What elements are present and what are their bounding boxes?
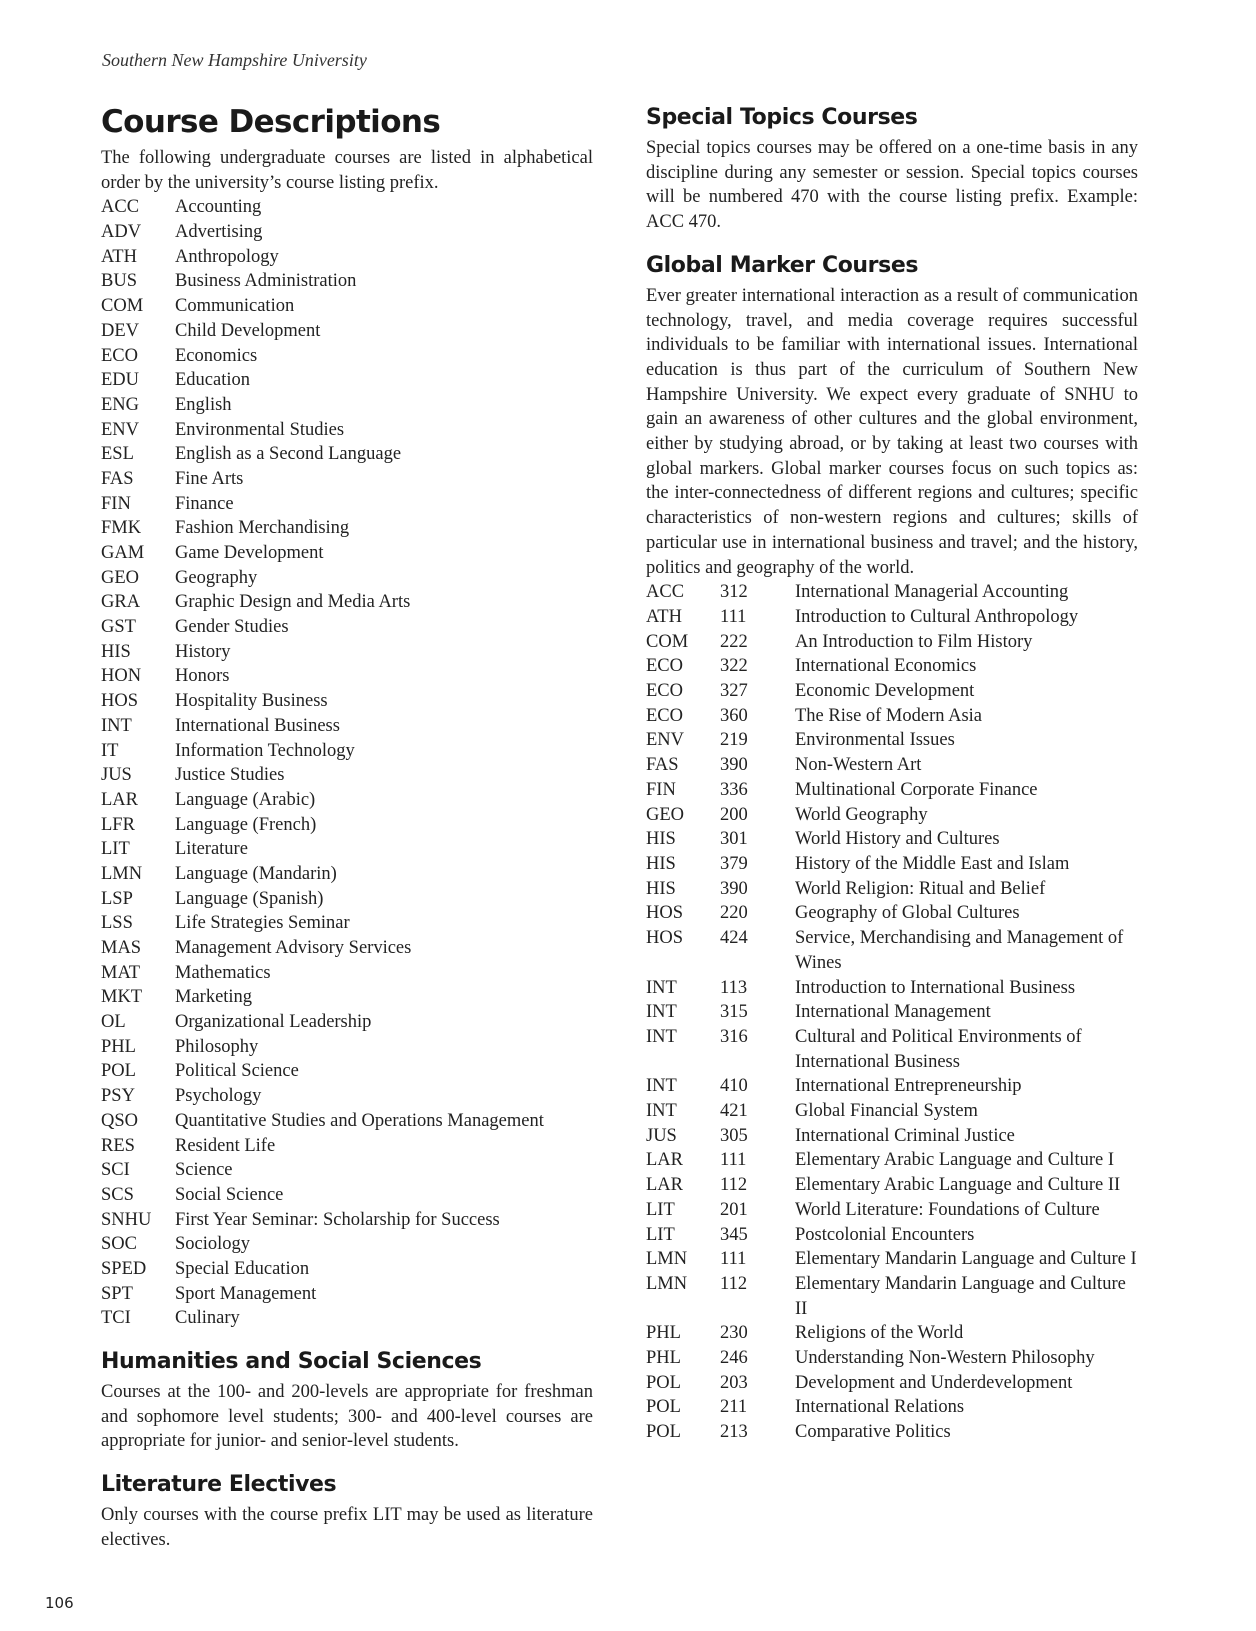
global-course-row [646, 1346, 1138, 1371]
prefix-name: Science [175, 1160, 233, 1181]
course-title: Postcolonial Encounters [795, 1224, 975, 1245]
prefix-name: Organizational Leadership [175, 1012, 372, 1033]
course-prefix: PHL [646, 1348, 681, 1369]
prefix-name: Gender Studies [175, 617, 289, 638]
course-number: 111 [720, 606, 747, 627]
course-prefix: POL [646, 1397, 681, 1418]
course-title: Introduction to International Business [795, 977, 1076, 998]
course-number: 345 [720, 1224, 748, 1245]
prefix-code: ATH [101, 246, 137, 267]
global-course-row [646, 778, 1138, 803]
prefix-code: ADV [101, 222, 142, 243]
global-course-row [646, 1124, 1138, 1149]
prefix-code: FAS [101, 468, 134, 489]
prefix-code: LFR [101, 814, 135, 835]
prefix-row [101, 985, 593, 1010]
global-course-row [646, 1148, 1138, 1173]
global-course-row [646, 753, 1138, 778]
prefix-code: IT [101, 740, 119, 761]
global-course-row [646, 1099, 1138, 1124]
course-title: Elementary Mandarin Language and Culture I [795, 1249, 1137, 1270]
global-course-row [646, 704, 1138, 729]
prefix-name: Game Development [175, 543, 324, 564]
page-title: Course Descriptions [101, 104, 441, 140]
prefix-code: PHL [101, 1036, 136, 1057]
prefix-name: Accounting [175, 197, 262, 218]
prefix-row [101, 1183, 593, 1208]
course-prefix: HIS [646, 878, 676, 899]
prefix-name: Resident Life [175, 1135, 276, 1156]
special-topics-heading: Special Topics Courses [646, 105, 918, 130]
global-course-row [646, 728, 1138, 753]
course-number: 301 [720, 829, 748, 850]
course-prefix: HOS [646, 928, 684, 949]
prefix-code: LIT [101, 839, 130, 860]
prefix-name: Child Development [175, 320, 321, 341]
global-course-row [646, 1025, 1138, 1074]
course-prefix: LIT [646, 1224, 675, 1245]
course-prefix: HIS [646, 853, 676, 874]
prefix-name: Political Science [175, 1061, 299, 1082]
course-title: International Entrepreneurship [795, 1076, 1022, 1097]
course-number: 305 [720, 1125, 748, 1146]
course-number: 315 [720, 1002, 748, 1023]
course-number: 336 [720, 779, 748, 800]
prefix-row [101, 516, 593, 541]
prefix-name: History [175, 641, 231, 662]
prefix-code: GRA [101, 592, 141, 613]
prefix-name: Management Advisory Services [175, 938, 412, 959]
course-title: Geography of Global Cultures [795, 903, 1020, 924]
prefix-row [101, 294, 593, 319]
prefix-name: Business Administration [175, 271, 357, 292]
course-title: Understanding Non-Western Philosophy [795, 1348, 1095, 1369]
course-title: The Rise of Modern Asia [795, 705, 983, 726]
course-title: World History and Cultures [795, 829, 1000, 850]
prefix-code: ESL [101, 444, 134, 465]
prefix-name: Philosophy [175, 1036, 259, 1057]
prefix-row [101, 467, 593, 492]
prefix-row [101, 368, 593, 393]
course-number: 211 [720, 1397, 748, 1418]
prefix-code: PSY [101, 1086, 135, 1107]
course-prefix: ECO [646, 705, 683, 726]
prefix-code: LSS [101, 913, 133, 934]
prefix-name: Psychology [175, 1086, 262, 1107]
prefix-code: MKT [101, 987, 143, 1008]
prefix-row [101, 344, 593, 369]
course-number: 220 [720, 903, 748, 924]
humanities-heading: Humanities and Social Sciences [101, 1349, 482, 1375]
prefix-row [101, 887, 593, 912]
literature-paragraph: Only courses with the course prefix LIT may be used as literature electives. [101, 1505, 593, 1550]
course-title: Cultural and Political Environments of International Business [795, 1026, 1082, 1072]
prefix-name: Language (Arabic) [175, 789, 316, 810]
prefix-name: English [175, 394, 232, 415]
prefix-row [101, 418, 593, 443]
prefix-name: Fashion Merchandising [175, 518, 350, 539]
course-prefix: FAS [646, 755, 679, 776]
prefix-row [101, 1232, 593, 1257]
intro-paragraph: The following undergraduate courses are listed in alphabetical order by the university’s course listing prefix. [101, 148, 593, 193]
global-course-row [646, 654, 1138, 679]
course-prefix: INT [646, 1101, 677, 1122]
course-prefix: JUS [646, 1125, 677, 1146]
course-title: Elementary Arabic Language and Culture II [795, 1175, 1121, 1196]
course-prefix: HIS [646, 829, 676, 850]
prefix-code: HOS [101, 691, 139, 712]
prefix-code: FIN [101, 493, 131, 514]
course-title: International Criminal Justice [795, 1125, 1015, 1146]
prefix-code: LSP [101, 888, 133, 909]
course-prefix: INT [646, 977, 677, 998]
prefix-code: HON [101, 666, 142, 687]
prefix-name: English as a Second Language [175, 444, 402, 465]
prefix-code: EDU [101, 370, 140, 391]
course-prefix: FIN [646, 779, 676, 800]
prefix-code: JUS [101, 765, 132, 786]
global-course-row [646, 803, 1138, 828]
prefix-row [101, 615, 593, 640]
special-topics-paragraph: Special topics courses may be offered on a one-time basis in any discipline during any semester or session. Special topics courses will be numbered 470 with the course listing prefix. Example: ACC 470. [646, 138, 1138, 233]
course-prefix: ECO [646, 681, 683, 702]
course-title: Non-Western Art [795, 755, 922, 776]
prefix-row [101, 541, 593, 566]
global-course-row [646, 1223, 1138, 1248]
global-course-row [646, 605, 1138, 630]
prefix-code: ACC [101, 197, 140, 218]
course-number: 112 [720, 1175, 748, 1196]
course-title: Global Financial System [795, 1101, 978, 1122]
global-course-row [646, 1420, 1138, 1445]
prefix-name: Special Education [175, 1258, 310, 1279]
global-course-row [646, 1247, 1138, 1272]
course-title: International Managerial Accounting [795, 582, 1069, 603]
course-prefix: HOS [646, 903, 684, 924]
global-course-row [646, 1321, 1138, 1346]
course-title: World Literature: Foundations of Culture [795, 1199, 1100, 1220]
global-marker-paragraph: Ever greater international interaction as a result of communication technology, travel, and media coverage requires successful individuals to be familiar with international issues. International education is thus part of the curriculum of Southern New Hampshire University. We expect every graduate of SNHU to gain an awareness of other cultures and the global environment, either by studying abroad, or by taking at least two courses with global markers. Global marker courses focus on such topics as: the inter-connectedness of different regions and cultures; specific characteristics of non-western regions and cultures; skills of particular use in international business and travel; and the history, politics and geography of the world. [646, 285, 1138, 578]
course-prefix: ECO [646, 656, 683, 677]
course-number: 424 [720, 928, 748, 949]
prefix-code: OL [101, 1012, 126, 1033]
global-course-row [646, 679, 1138, 704]
course-prefix: LMN [646, 1249, 688, 1270]
prefix-code: MAT [101, 962, 141, 983]
prefix-row [101, 961, 593, 986]
literature-heading: Literature Electives [101, 1472, 337, 1498]
prefix-name: Economics [175, 345, 258, 366]
right-column [646, 104, 1138, 1445]
prefix-code: SOC [101, 1234, 137, 1255]
prefix-row [101, 689, 593, 714]
course-title: Environmental Issues [795, 730, 955, 751]
prefix-name: Anthropology [175, 246, 279, 267]
course-title: Development and Underdevelopment [795, 1372, 1073, 1393]
global-course-row [646, 1198, 1138, 1223]
prefix-row [101, 911, 593, 936]
prefix-name: Geography [175, 567, 258, 588]
course-title: World Religion: Ritual and Belief [795, 878, 1046, 899]
global-course-row [646, 1000, 1138, 1025]
global-course-row [646, 926, 1138, 975]
prefix-row [101, 590, 593, 615]
course-number: 246 [720, 1348, 748, 1369]
prefix-name: Education [175, 370, 251, 391]
course-prefix: LAR [646, 1175, 683, 1196]
global-course-row [646, 976, 1138, 1001]
course-title: History of the Middle East and Islam [795, 853, 1070, 874]
prefix-code: ECO [101, 345, 138, 366]
prefix-row [101, 566, 593, 591]
course-prefix: INT [646, 1076, 677, 1097]
course-number: 213 [720, 1422, 748, 1443]
prefix-row [101, 1282, 593, 1307]
prefix-name: Literature [175, 839, 248, 860]
prefix-name: Language (French) [175, 814, 317, 835]
course-number: 201 [720, 1199, 748, 1220]
prefix-name: Environmental Studies [175, 419, 345, 440]
prefix-code: SPT [101, 1283, 133, 1304]
course-prefix: ENV [646, 730, 685, 751]
prefix-row [101, 1059, 593, 1084]
course-title: Economic Development [795, 681, 975, 702]
global-course-row [646, 877, 1138, 902]
prefix-row [101, 1109, 593, 1134]
prefix-row [101, 739, 593, 764]
prefix-name: Justice Studies [175, 765, 285, 786]
course-number: 230 [720, 1323, 748, 1344]
course-prefix: PHL [646, 1323, 681, 1344]
prefix-list [101, 195, 593, 1331]
prefix-row [101, 813, 593, 838]
global-course-row [646, 901, 1138, 926]
prefix-name: Fine Arts [175, 468, 244, 489]
global-marker-heading: Global Marker Courses [646, 252, 919, 278]
prefix-code: TCI [101, 1308, 131, 1329]
course-prefix: GEO [646, 804, 685, 825]
course-number: 112 [720, 1273, 748, 1294]
prefix-row [101, 195, 593, 220]
prefix-name: Language (Spanish) [175, 888, 324, 909]
prefix-code: QSO [101, 1110, 139, 1131]
prefix-row [101, 220, 593, 245]
course-prefix: LMN [646, 1273, 688, 1294]
course-number: 222 [720, 631, 748, 652]
course-number: 113 [720, 977, 748, 998]
prefix-name: Social Science [175, 1184, 284, 1205]
course-prefix: POL [646, 1372, 681, 1393]
prefix-row [101, 640, 593, 665]
prefix-code: SPED [101, 1258, 147, 1279]
course-title: Religions of the World [795, 1323, 964, 1344]
prefix-code: LAR [101, 789, 138, 810]
prefix-name: Marketing [175, 987, 253, 1008]
course-number: 390 [720, 755, 748, 776]
prefix-code: DEV [101, 320, 140, 341]
course-number: 322 [720, 656, 748, 677]
course-number: 421 [720, 1101, 748, 1122]
prefix-name: Sport Management [175, 1283, 317, 1304]
global-course-row [646, 1395, 1138, 1420]
global-course-row [646, 852, 1138, 877]
prefix-name: Communication [175, 296, 295, 317]
prefix-code: COM [101, 296, 144, 317]
global-course-row [646, 1371, 1138, 1396]
prefix-code: SCS [101, 1184, 134, 1205]
prefix-code: GST [101, 617, 136, 638]
course-title: An Introduction to Film History [795, 631, 1033, 652]
course-prefix: POL [646, 1422, 681, 1443]
course-title: International Management [795, 1002, 991, 1023]
prefix-name: Language (Mandarin) [175, 863, 337, 884]
prefix-row [101, 1134, 593, 1159]
prefix-code: SCI [101, 1160, 130, 1181]
course-title: Service, Merchandising and Management of Wines [795, 928, 1124, 973]
prefix-name: Finance [175, 493, 234, 514]
prefix-name: Sociology [175, 1234, 251, 1255]
prefix-row [101, 319, 593, 344]
course-prefix: LAR [646, 1150, 683, 1171]
prefix-row [101, 936, 593, 961]
prefix-row [101, 1010, 593, 1035]
global-course-row [646, 580, 1138, 605]
prefix-row [101, 1084, 593, 1109]
course-title: International Economics [795, 656, 977, 677]
course-number: 390 [720, 878, 748, 899]
prefix-row [101, 763, 593, 788]
prefix-code: GEO [101, 567, 140, 588]
prefix-name: Quantitative Studies and Operations Management [175, 1110, 544, 1131]
prefix-row [101, 837, 593, 862]
global-course-list [646, 580, 1138, 1445]
prefix-row [101, 492, 593, 517]
global-course-row [646, 1074, 1138, 1099]
prefix-name: Hospitality Business [175, 691, 328, 712]
global-course-row [646, 1173, 1138, 1198]
prefix-name: Graphic Design and Media Arts [175, 592, 411, 613]
course-prefix: INT [646, 1026, 677, 1047]
prefix-code: ENG [101, 394, 140, 415]
course-prefix: INT [646, 1002, 677, 1023]
prefix-row [101, 442, 593, 467]
course-number: 219 [720, 730, 748, 751]
prefix-code: RES [101, 1135, 135, 1156]
prefix-name: Life Strategies Seminar [175, 913, 350, 934]
course-number: 200 [720, 804, 748, 825]
prefix-name: Mathematics [175, 962, 271, 983]
course-number: 316 [720, 1026, 748, 1047]
prefix-row [101, 664, 593, 689]
course-prefix: ATH [646, 606, 682, 627]
prefix-code: HIS [101, 641, 131, 662]
course-title: Comparative Politics [795, 1422, 951, 1443]
prefix-row [101, 1158, 593, 1183]
course-number: 203 [720, 1372, 748, 1393]
course-number: 327 [720, 681, 748, 702]
course-title: Multinational Corporate Finance [795, 779, 1038, 800]
course-prefix: LIT [646, 1199, 675, 1220]
course-number: 360 [720, 705, 748, 726]
left-column [101, 104, 593, 1553]
course-number: 111 [720, 1249, 747, 1270]
prefix-code: SNHU [101, 1209, 152, 1230]
prefix-row [101, 393, 593, 418]
global-course-row [646, 827, 1138, 852]
course-prefix: ACC [646, 582, 685, 603]
prefix-code: POL [101, 1061, 136, 1082]
prefix-code: ENV [101, 419, 140, 440]
prefix-row [101, 1208, 593, 1233]
prefix-row [101, 1306, 593, 1331]
prefix-name: Honors [175, 666, 230, 687]
global-course-row [646, 630, 1138, 655]
course-number: 111 [720, 1150, 747, 1171]
prefix-code: FMK [101, 518, 142, 539]
prefix-code: INT [101, 715, 132, 736]
course-title: Elementary Arabic Language and Culture I [795, 1150, 1114, 1171]
course-number: 312 [720, 582, 748, 603]
prefix-name: Advertising [175, 222, 263, 243]
prefix-row [101, 1035, 593, 1060]
prefix-name: Culinary [175, 1308, 240, 1329]
humanities-paragraph: Courses at the 100- and 200-levels are appropriate for freshman and sophomore level students; 300- and 400-level courses are appropriate for junior- and senior-level students. [101, 1382, 593, 1452]
course-title: Introduction to Cultural Anthropology [795, 606, 1079, 627]
prefix-row [101, 714, 593, 739]
prefix-code: GAM [101, 543, 145, 564]
course-number: 379 [720, 853, 748, 874]
prefix-name: First Year Seminar: Scholarship for Success [175, 1209, 500, 1230]
prefix-row [101, 269, 593, 294]
course-title: World Geography [795, 804, 928, 825]
prefix-row [101, 862, 593, 887]
course-title: Elementary Mandarin Language and Culture II [795, 1273, 1126, 1319]
prefix-row [101, 1257, 593, 1282]
prefix-code: BUS [101, 271, 137, 292]
prefix-name: Information Technology [175, 740, 355, 761]
running-head: Southern New Hampshire University [102, 50, 367, 70]
course-number: 410 [720, 1076, 748, 1097]
course-title: International Relations [795, 1397, 965, 1418]
prefix-name: International Business [175, 715, 340, 736]
global-course-row [646, 1272, 1138, 1321]
page-number: 106 [45, 1594, 74, 1612]
prefix-row [101, 788, 593, 813]
prefix-code: MAS [101, 938, 142, 959]
prefix-row [101, 245, 593, 270]
prefix-code: LMN [101, 863, 143, 884]
course-prefix: COM [646, 631, 689, 652]
